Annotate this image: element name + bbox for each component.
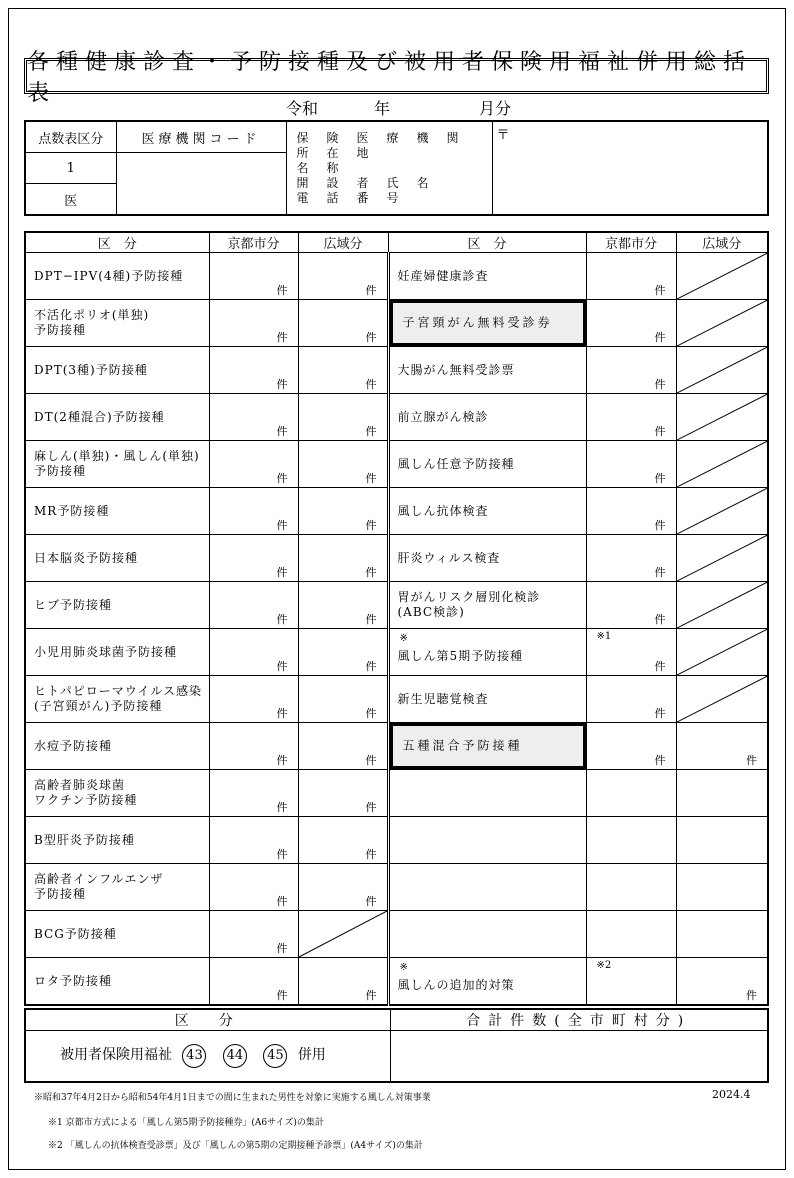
postal-mark: 〒 <box>496 128 510 143</box>
circle-number: 45 <box>263 1044 287 1068</box>
combined-label: 併用 <box>297 1047 326 1063</box>
right-row-label: 妊産婦健康診査 <box>388 253 586 300</box>
highlighted-label: 子宮頸がん無料受診券 <box>390 300 586 346</box>
field-label: 保険医療機関 <box>296 130 477 145</box>
footnote: ※1 京都市方式による「風しん第5期予防接種券」(A6サイズ)の集計 <box>48 1118 324 1128</box>
right-kouiki-count-disabled <box>676 441 768 488</box>
right-kouiki-count-disabled <box>676 347 768 394</box>
right-kouiki-count-disabled <box>676 394 768 441</box>
right-kouiki-count[interactable] <box>676 817 768 864</box>
right-kouiki-count-disabled <box>676 488 768 535</box>
note-mark: ※ <box>399 962 409 973</box>
left-kyoto-count[interactable]: 件 <box>209 253 298 300</box>
score-table-label: 点数表区分 <box>25 121 116 153</box>
header-kubun: 区 分 <box>25 232 209 253</box>
right-kyoto-count[interactable]: 件 <box>586 394 676 441</box>
right-kyoto-count[interactable]: 件 <box>586 723 676 770</box>
right-kouiki-count[interactable] <box>676 770 768 817</box>
table-row <box>25 535 768 582</box>
right-kyoto-count[interactable]: 件 <box>586 253 676 300</box>
billing-month <box>24 96 769 116</box>
right-row-label: ※ 風しん第5期予防接種 <box>388 629 586 676</box>
right-row-label: 肝炎ウィルス検査 <box>388 535 586 582</box>
left-kouiki-count[interactable]: 件 <box>298 817 388 864</box>
left-kouiki-count[interactable]: 件 <box>298 347 388 394</box>
right-kyoto-count[interactable] <box>586 864 676 911</box>
month-label: 月分 <box>479 99 512 118</box>
left-row-label: ヒトパピローマウイルス感染 (子宮頸がん)予防接種 <box>25 676 209 723</box>
footnote: ※2 「風しんの抗体検査受診票」及び「風しんの第5期の定期接種予診票」(A4サイズ)の集計 <box>48 1141 423 1151</box>
right-kyoto-count[interactable] <box>586 958 676 1006</box>
left-kyoto-count[interactable]: 件 <box>209 911 298 958</box>
field-label: 名称 <box>296 160 357 175</box>
right-kouiki-count-disabled <box>676 535 768 582</box>
right-row-label <box>388 911 586 958</box>
right-kyoto-count[interactable]: ※1 件 <box>586 629 676 676</box>
left-row-label: DPT(3種)予防接種 <box>25 347 209 394</box>
left-kouiki-count[interactable]: 件 <box>298 582 388 629</box>
table-row <box>25 864 768 911</box>
left-kyoto-count[interactable]: 件 <box>209 347 298 394</box>
left-kouiki-count[interactable]: 件 <box>298 300 388 347</box>
table-row <box>25 300 768 347</box>
score-table-value: 1 <box>25 153 116 184</box>
left-kouiki-count[interactable]: 件 <box>298 488 388 535</box>
left-row-label: 日本脳炎予防接種 <box>25 535 209 582</box>
header-kubun-right: 区 分 <box>388 232 586 253</box>
left-row-label: 水痘予防接種 <box>25 723 209 770</box>
right-kyoto-count[interactable]: 件 <box>586 441 676 488</box>
left-row-label: ロタ予防接種 <box>25 958 209 1006</box>
right-row-label: 前立腺がん検診 <box>388 394 586 441</box>
right-kouiki-count-disabled <box>676 629 768 676</box>
field-label: 所在地 <box>296 145 387 160</box>
right-kyoto-count[interactable]: 件 <box>586 488 676 535</box>
header-kouiki: 広域分 <box>298 232 388 253</box>
left-kouiki-count[interactable]: 件 <box>298 535 388 582</box>
left-kouiki-count[interactable]: 件 <box>298 394 388 441</box>
left-kyoto-count[interactable]: 件 <box>209 488 298 535</box>
summary-table <box>24 231 769 1006</box>
circle-number: 44 <box>223 1044 247 1068</box>
right-row-label: 胃がんリスク層別化検診 (ABC検診) <box>388 582 586 629</box>
left-kyoto-count[interactable]: 件 <box>209 582 298 629</box>
insurance-combined-label <box>25 1031 390 1083</box>
left-kouiki-count[interactable]: 件 <box>298 441 388 488</box>
form-title: 各種健康診査・予防接種及び被用者保険用福祉併用総括表 <box>24 58 769 94</box>
left-kyoto-count[interactable]: 件 <box>209 723 298 770</box>
left-row-label: BCG予防接種 <box>25 911 209 958</box>
total-table <box>24 1008 769 1083</box>
left-kyoto-count[interactable]: 件 <box>209 535 298 582</box>
right-row-label <box>388 770 586 817</box>
insurance-label: 被用者保険用福祉 <box>60 1047 172 1063</box>
right-row-label <box>388 817 586 864</box>
right-kouiki-count[interactable]: 件 <box>676 723 768 770</box>
left-kyoto-count[interactable]: 件 <box>209 864 298 911</box>
left-kouiki-count-disabled <box>298 911 388 958</box>
right-kouiki-count-disabled <box>676 253 768 300</box>
institution-code-label: 医療機関コード <box>116 121 286 153</box>
right-kouiki-count-disabled <box>676 676 768 723</box>
institution-field-labels <box>286 121 492 215</box>
right-kyoto-count[interactable] <box>586 817 676 864</box>
table-row <box>25 676 768 723</box>
left-row-label: DPT−IPV(4種)予防接種 <box>25 253 209 300</box>
total-count-field[interactable] <box>390 1031 768 1083</box>
note-mark: ※2 <box>596 960 612 971</box>
left-kouiki-count[interactable]: 件 <box>298 676 388 723</box>
right-kyoto-count[interactable]: 件 <box>586 676 676 723</box>
right-kouiki-count[interactable]: 件 <box>676 958 768 1006</box>
left-row-label: DT(2種混合)予防接種 <box>25 394 209 441</box>
circle-number: 43 <box>182 1044 206 1068</box>
total-kubun-header: 区 分 <box>25 1009 390 1031</box>
right-kouiki-count[interactable] <box>676 864 768 911</box>
table-row <box>25 958 768 1006</box>
right-row-label: 風しん抗体検査 <box>388 488 586 535</box>
table-row <box>25 582 768 629</box>
right-kyoto-count[interactable]: 件 <box>586 300 676 347</box>
right-row-label <box>388 864 586 911</box>
left-row-label: MR予防接種 <box>25 488 209 535</box>
left-kouiki-count[interactable]: 件 <box>298 629 388 676</box>
table-row <box>25 629 768 676</box>
table-row <box>25 488 768 535</box>
table-row <box>25 394 768 441</box>
table-row <box>25 253 768 300</box>
table-row <box>25 817 768 864</box>
right-kyoto-count[interactable]: 件 <box>586 582 676 629</box>
era-label: 令和 <box>286 99 319 118</box>
header-kouiki-right: 広域分 <box>676 232 768 253</box>
left-row-label: 麻しん(単独)・風しん(単独) 予防接種 <box>25 441 209 488</box>
right-row-label: 新生児聴覚検査 <box>388 676 586 723</box>
right-kyoto-count[interactable] <box>586 911 676 958</box>
field-label: 開設者氏名 <box>296 175 447 190</box>
left-kyoto-count[interactable]: 件 <box>209 676 298 723</box>
right-row-label <box>388 300 586 347</box>
left-row-label: ヒブ予防接種 <box>25 582 209 629</box>
institution-code-field[interactable] <box>116 153 286 216</box>
year-label: 年 <box>374 99 391 118</box>
institution-info <box>24 120 769 216</box>
left-kouiki-count[interactable]: 件 <box>298 770 388 817</box>
left-kyoto-count[interactable]: 件 <box>209 629 298 676</box>
right-kouiki-count[interactable] <box>676 911 768 958</box>
table-row <box>25 347 768 394</box>
table-row <box>25 723 768 770</box>
left-row-label: 不活化ポリオ(単独) 予防接種 <box>25 300 209 347</box>
table-row <box>25 911 768 958</box>
total-count-header: 合計件数(全市町村分) <box>390 1009 768 1031</box>
form-version: 2024.4 <box>712 1088 751 1101</box>
header-kyoto-right: 京都市分 <box>586 232 676 253</box>
left-kouiki-count[interactable]: 件 <box>298 958 388 1006</box>
table-row <box>25 441 768 488</box>
institution-address-field[interactable] <box>492 121 768 215</box>
right-row-label: 風しん任意予防接種 <box>388 441 586 488</box>
right-kyoto-count[interactable]: 件 <box>586 535 676 582</box>
left-row-label: 高齢者インフルエンザ 予防接種 <box>25 864 209 911</box>
table-row <box>25 770 768 817</box>
left-row-label: 小児用肺炎球菌予防接種 <box>25 629 209 676</box>
right-kouiki-count-disabled <box>676 582 768 629</box>
left-kyoto-count[interactable]: 件 <box>209 770 298 817</box>
left-row-label: B型肝炎予防接種 <box>25 817 209 864</box>
footnote: ※昭和37年4月2日から昭和54年4月1日までの間に生まれた男性を対象に実施する風しん対策事業 <box>34 1093 431 1103</box>
left-row-label: 高齢者肺炎球菌 ワクチン予防接種 <box>25 770 209 817</box>
left-kouiki-count[interactable]: 件 <box>298 864 388 911</box>
field-label: 電話番号 <box>296 190 417 205</box>
right-row-label: 大腸がん無料受診票 <box>388 347 586 394</box>
left-kouiki-count[interactable]: 件 <box>298 723 388 770</box>
note-mark: ※1 <box>596 631 612 642</box>
left-kyoto-count[interactable]: 件 <box>209 300 298 347</box>
right-row-label <box>388 723 586 770</box>
left-kyoto-count[interactable]: 件 <box>209 394 298 441</box>
right-kouiki-count-disabled <box>676 300 768 347</box>
right-kyoto-count[interactable] <box>586 770 676 817</box>
right-row-label: ※ 風しんの追加的対策 <box>388 958 586 1006</box>
note-mark: ※ <box>399 633 409 644</box>
header-kyoto: 京都市分 <box>209 232 298 253</box>
left-kyoto-count[interactable]: 件 <box>209 441 298 488</box>
highlighted-label: 五種混合予防接種 <box>390 723 586 769</box>
left-kyoto-count[interactable]: 件 <box>209 817 298 864</box>
right-kyoto-count[interactable]: 件 <box>586 347 676 394</box>
left-kouiki-count[interactable]: 件 <box>298 253 388 300</box>
left-kyoto-count[interactable]: 件 <box>209 958 298 1006</box>
score-table-value-2: 医 <box>25 184 116 216</box>
